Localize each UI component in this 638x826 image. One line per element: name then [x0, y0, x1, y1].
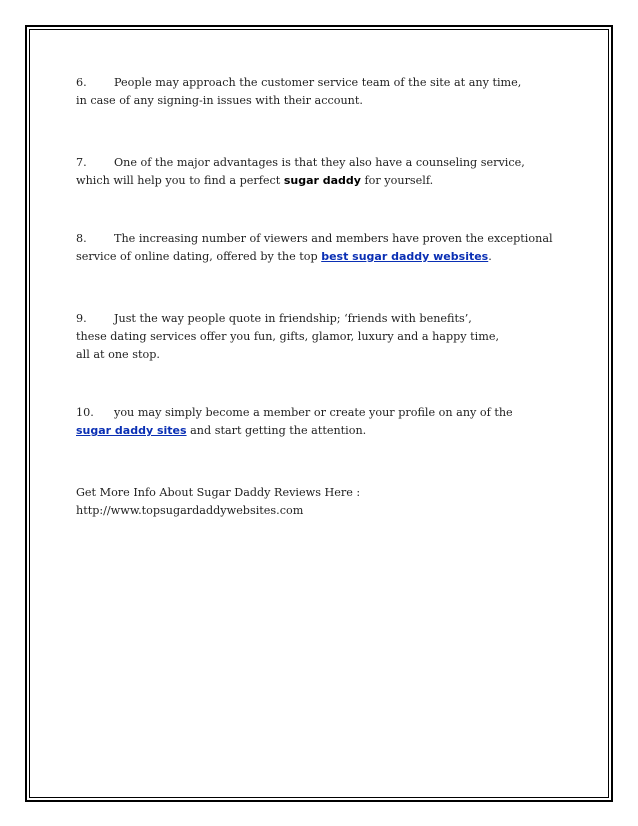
item-text-line: these dating services offer you fun, gifts, glamor, luxury and a happy time,	[76, 330, 500, 343]
item-text: One of the major advantages is that they also have a counseling service,	[114, 156, 525, 169]
item-text-post: .	[488, 250, 492, 263]
item-text-post: for yourself.	[360, 174, 434, 187]
item-text: you may simply become a member or create your profile on any of the	[114, 406, 513, 419]
item-number: 10.	[76, 406, 94, 419]
item-text-post: and start getting the attention.	[186, 424, 367, 437]
list-item	[76, 404, 513, 440]
footer-url: http://www.topsugardaddywebsites.com	[76, 504, 304, 517]
item-text-pre: service of online dating, offered by the top	[76, 250, 322, 263]
list-item	[76, 310, 499, 364]
item-text-pre: which will help you to find a perfect	[76, 174, 284, 187]
best-sugar-daddy-websites-link[interactable]: best sugar daddy websites	[321, 250, 489, 263]
sugar-daddy-sites-link[interactable]: sugar daddy sites	[76, 424, 187, 437]
item-text-line: in case of any signing-in issues with their account.	[76, 94, 363, 107]
item-text: People may approach the customer service team of the site at any time,	[114, 76, 522, 89]
item-text: Just the way people quote in friendship; ‘friends with benefits’,	[114, 312, 472, 325]
footer-line: Get More Info About Sugar Daddy Reviews Here :	[76, 486, 361, 499]
item-number: 8.	[76, 232, 87, 245]
footer-info	[76, 484, 360, 520]
item-number: 9.	[76, 312, 87, 325]
list-item	[76, 230, 553, 266]
list-item	[76, 154, 525, 190]
item-text: The increasing number of viewers and members have proven the exceptional	[114, 232, 553, 245]
list-item	[76, 74, 521, 110]
item-text-line: all at one stop.	[76, 348, 160, 361]
item-number: 7.	[76, 156, 87, 169]
bold-keyword: sugar daddy	[283, 174, 361, 187]
item-number: 6.	[76, 76, 87, 89]
